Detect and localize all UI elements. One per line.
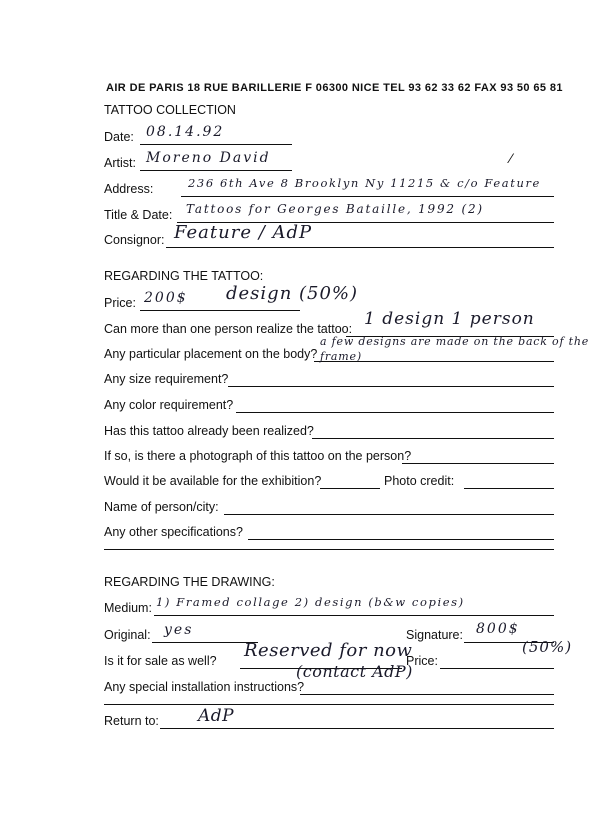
price-label: Price:	[104, 296, 136, 310]
date-line	[140, 144, 292, 145]
signature-note[interactable]: (50%)	[522, 638, 573, 656]
for-sale-label: Is it for sale as well?	[104, 654, 217, 668]
medium-line	[154, 615, 554, 616]
return-to-value[interactable]: AdP	[198, 706, 235, 726]
original-label: Original:	[104, 628, 151, 642]
consignor-line	[166, 247, 554, 248]
artist-line	[140, 170, 292, 171]
exhibition-label: Would it be available for the exhibition?	[104, 474, 322, 488]
realized-line	[312, 438, 554, 439]
date-value[interactable]: 08.14.92	[146, 124, 225, 140]
more-than-one-value[interactable]: 1 design 1 person	[364, 309, 535, 329]
installation-line	[300, 694, 554, 695]
title-date-value[interactable]: Tattoos for Georges Bataille, 1992 (2)	[186, 202, 484, 216]
artist-label: Artist:	[104, 156, 136, 170]
form-title: TATTOO COLLECTION	[104, 103, 236, 117]
date-label: Date:	[104, 130, 134, 144]
realized-label: Has this tattoo already been realized?	[104, 424, 314, 438]
medium-label: Medium:	[104, 601, 152, 615]
placement-label: Any particular placement on the body?	[104, 347, 318, 361]
other-specs-line	[248, 539, 554, 540]
artist-value[interactable]: Moreno David	[146, 150, 271, 166]
medium-value[interactable]: 1) Framed collage 2) design (b&w copies)	[156, 595, 465, 609]
name-city-label: Name of person/city:	[104, 500, 219, 514]
return-to-line	[160, 728, 554, 729]
address-label: Address:	[104, 182, 154, 196]
photo-label: If so, is there a photograph of this tattoo on the person?	[104, 449, 412, 463]
price-value[interactable]: 200$	[144, 290, 188, 306]
photo-credit-line	[464, 488, 554, 489]
drawing-heading: REGARDING THE DRAWING:	[104, 575, 275, 589]
address-line	[181, 196, 554, 197]
letterhead: AIR DE PARIS 18 RUE BARILLERIE F 06300 NICE TEL 93 62 33 62 FAX 93 50 65 81	[106, 82, 563, 94]
for-sale-note[interactable]: (contact AdP)	[296, 662, 413, 681]
original-line	[152, 642, 258, 643]
more-than-one-label: Can more than one person realize the tattoo:	[104, 322, 353, 336]
signature-label: Signature:	[406, 628, 463, 642]
drawing-price-label: Price:	[406, 654, 438, 668]
title-date-label: Title & Date:	[104, 208, 173, 222]
color-line	[236, 412, 554, 413]
photo-line	[402, 463, 554, 464]
consignor-label: Consignor:	[104, 233, 165, 247]
photo-credit-label: Photo credit:	[384, 474, 455, 488]
name-city-line	[224, 514, 554, 515]
drawing-price-line	[440, 668, 554, 669]
installation-line-2	[104, 704, 554, 705]
size-line	[228, 386, 554, 387]
original-value[interactable]: yes	[164, 622, 194, 638]
price-note[interactable]: design (50%)	[226, 283, 359, 304]
other-specs-line-2	[104, 549, 554, 550]
stray-mark: ⁄	[510, 150, 513, 166]
address-value[interactable]: 236 6th Ave 8 Brooklyn Ny 11215 & c/o Feature	[188, 176, 541, 190]
return-to-label: Return to:	[104, 714, 159, 728]
signature-value[interactable]: 800$	[476, 621, 520, 637]
placement-value[interactable]: a few designs are made on the back of the frame)	[320, 335, 590, 363]
size-label: Any size requirement?	[104, 372, 229, 386]
tattoo-heading: REGARDING THE TATTOO:	[104, 269, 264, 283]
installation-label: Any special installation instructions?	[104, 680, 305, 694]
for-sale-value[interactable]: Reserved for now	[244, 640, 413, 661]
color-label: Any color requirement?	[104, 398, 234, 412]
other-specs-label: Any other specifications?	[104, 525, 243, 539]
price-line	[140, 310, 300, 311]
consignor-value[interactable]: Feature / AdP	[174, 222, 313, 243]
exhibition-line	[320, 488, 380, 489]
